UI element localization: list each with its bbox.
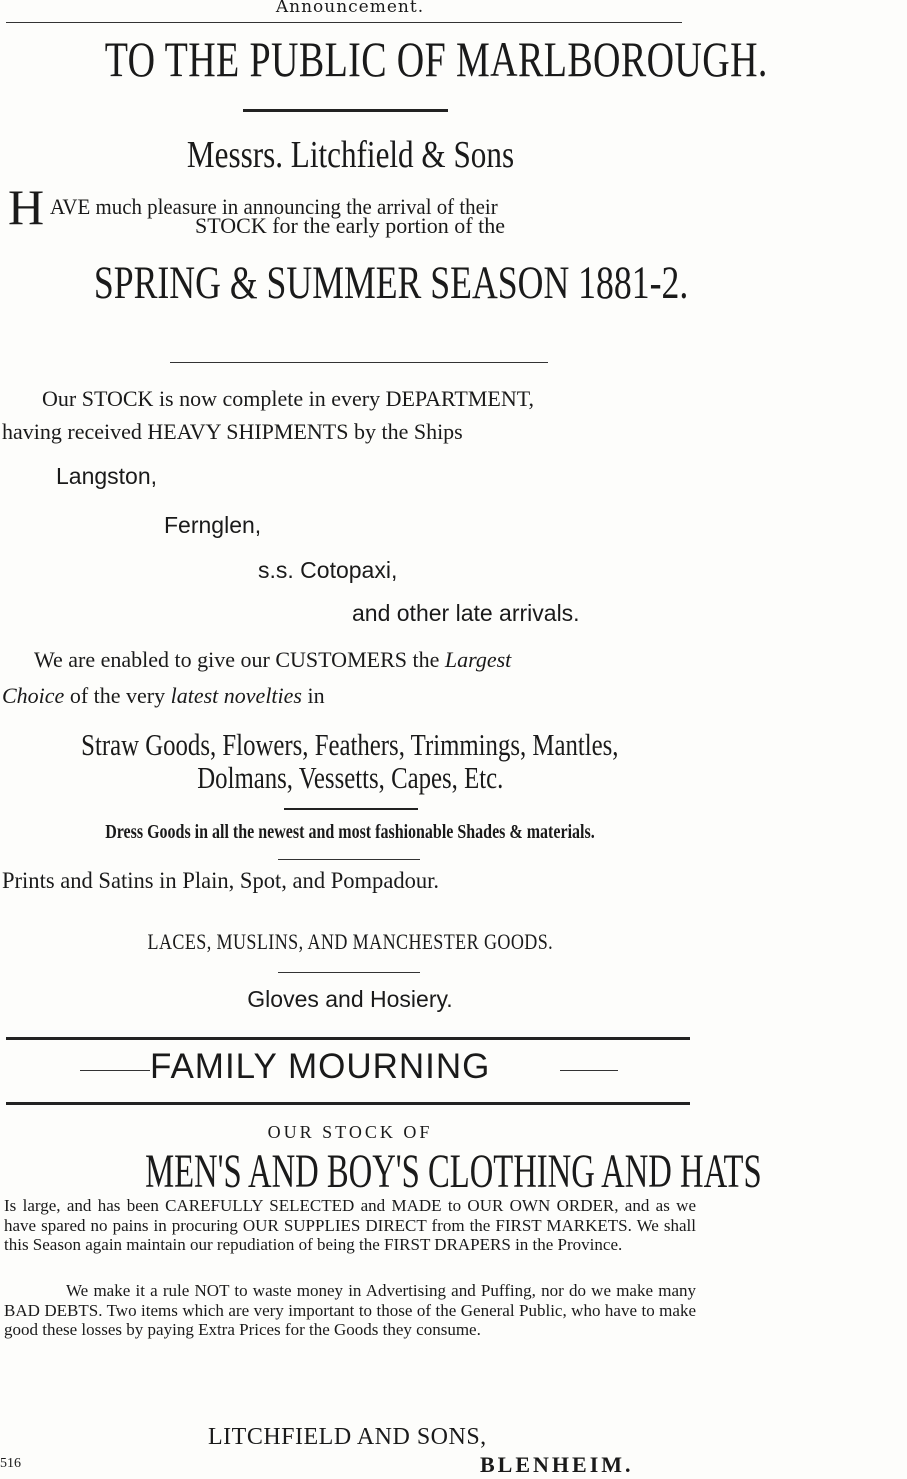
dress-goods-line: Dress Goods in all the newest and most fashionable Shades & materials. <box>105 821 595 843</box>
straw-line-2: Dolmans, Vessetts, Capes, Etc. <box>196 760 504 795</box>
ship-langston: Langston, <box>56 463 158 489</box>
place-name: BLENHEIM. <box>480 1452 634 1477</box>
straw-line-1: Straw Goods, Flowers, Feathers, Trimmings, Mantles, <box>81 727 619 762</box>
firm-name: Messrs. Litchfield & Sons <box>186 134 514 176</box>
ship-fernglen: Fernglen, <box>164 512 262 538</box>
ship-cotopaxi: s.s. Cotopaxi, <box>258 557 398 583</box>
mourning-top-rule <box>6 1037 690 1040</box>
mourning-right-dash <box>560 1070 618 1071</box>
prints-line: Prints and Satins in Plain, Spot, and Pompadour. <box>2 868 440 893</box>
dress-rule <box>278 859 420 860</box>
mourning-bottom-rule <box>6 1102 690 1105</box>
main-title: TO THE PUBLIC OF MARLBOROUGH. <box>104 31 768 87</box>
season-title: SPRING & SUMMER SEASON 1881-2. <box>93 257 689 309</box>
signature: LITCHFIELD AND SONS, <box>208 1424 487 1450</box>
mens-clothing-title: MEN'S AND BOY'S CLOTHING AND HATS <box>145 1145 762 1198</box>
drop-cap: H <box>8 179 45 235</box>
stock-line-1: Our STOCK is now complete in every DEPARTMENT, <box>42 386 535 411</box>
our-stock-line: OUR STOCK OF <box>267 1122 433 1142</box>
laces-line: LACES, MUSLINS, AND MANCHESTER GOODS. <box>147 929 553 954</box>
choice-line-1: We are enabled to give our CUSTOMERS the Largest <box>34 647 512 672</box>
page-number: 516 <box>0 1456 21 1471</box>
intro-line-2: STOCK for the early portion of the <box>195 213 505 238</box>
season-rule <box>170 362 548 363</box>
mourning-left-dash <box>80 1070 150 1071</box>
stock-line-2: having received HEAVY SHIPMENTS by the Ships <box>2 419 463 444</box>
choice-line-2: Choice of the very latest novelties in <box>2 683 325 708</box>
mourning-title: FAMILY MOURNING <box>150 1047 491 1086</box>
title-rule <box>243 109 448 112</box>
paragraph-2: We make it a rule NOT to waste money in Advertising and Puffing, nor do we make many BAD DEBTS. Two items which are very important to those of the General Public, who have to make good these losses by paying Extra Prices for the Goods they consume. <box>4 1281 696 1339</box>
gloves-line: Gloves and Hosiery. <box>247 986 453 1012</box>
section-header: Announcement. <box>275 0 425 17</box>
intro-line-1: AVE much pleasure in announcing the arrival of their <box>50 194 498 219</box>
laces-rule <box>278 972 420 973</box>
ship-other: and other late arrivals. <box>352 600 580 626</box>
paragraph-1: Is large, and has been CAREFULLY SELECTED and MADE to OUR OWN ORDER, and as we have spared no pains in procuring OUR SUPPLIES DIRECT from the FIRST MARKETS. We shall this Season again maintain our repudiation of being the FIRST DRAPERS in the Province. <box>4 1196 696 1254</box>
header-rule <box>6 22 682 23</box>
straw-rule <box>284 808 418 810</box>
